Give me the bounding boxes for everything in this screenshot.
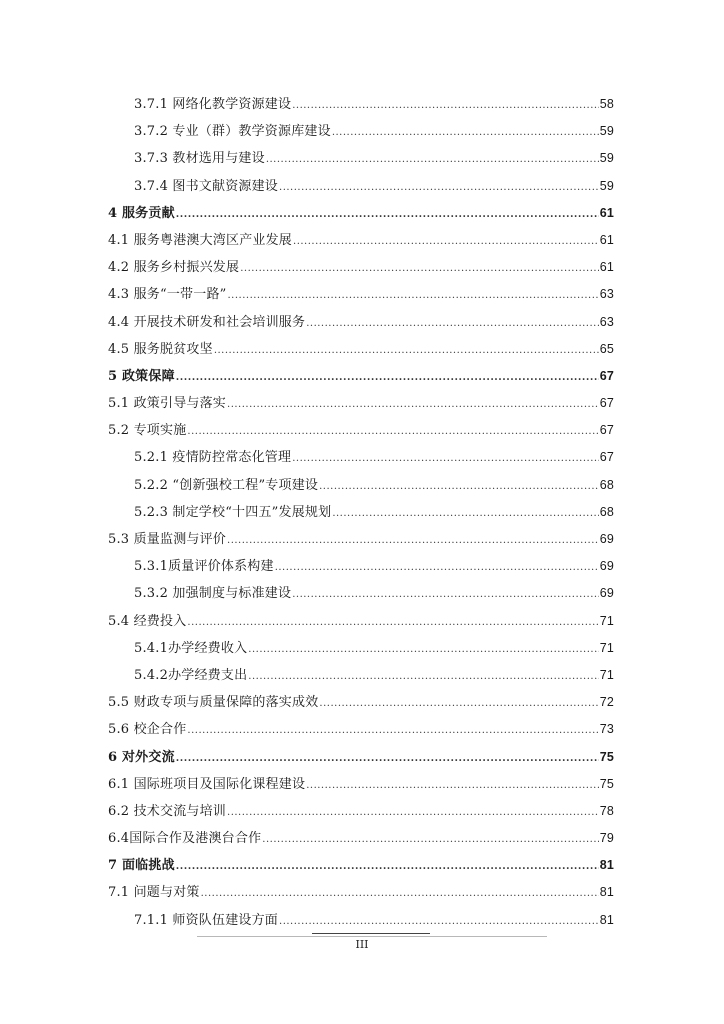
- toc-entry-title: 5.3.2 加强制度与标准建设: [134, 586, 292, 602]
- toc-entry[interactable]: [108, 417, 614, 444]
- toc-entry-page: 75: [599, 749, 614, 764]
- toc-entry-title: 5.4.2办学经费支出: [134, 667, 248, 683]
- footer-divider: [197, 936, 547, 937]
- toc-entry-page: 67: [599, 396, 614, 411]
- toc-entry-title: 6.1 国际班项目及国际化课程建设: [108, 776, 306, 792]
- toc-leader-dots: [176, 201, 599, 228]
- toc-entry[interactable]: [134, 118, 614, 145]
- toc-entry-page: 71: [599, 640, 614, 655]
- toc-entry[interactable]: [108, 390, 614, 417]
- toc-leader-dots: [248, 636, 598, 663]
- toc-leader-dots: [332, 500, 598, 527]
- toc-entry-page: 65: [599, 341, 614, 356]
- toc-leader-dots: [319, 690, 598, 717]
- toc-entry-title: 3.7.2 专业（群）教学资源库建设: [134, 124, 331, 140]
- toc-leader-dots: [228, 282, 599, 309]
- toc-leader-dots: [332, 119, 599, 146]
- footer-divider-accent: [312, 933, 430, 934]
- toc-chapter[interactable]: [108, 744, 614, 771]
- toc-entry-page: 59: [599, 124, 614, 139]
- toc-entry[interactable]: [108, 227, 614, 254]
- toc-leader-dots: [176, 745, 599, 772]
- toc-leader-dots: [292, 92, 598, 119]
- toc-entry[interactable]: [134, 91, 614, 118]
- toc-entry-title: 6 对外交流: [108, 749, 175, 765]
- toc-entry-page: 63: [599, 314, 614, 329]
- toc-entry-title: 7.1.1 师资队伍建设方面: [134, 912, 279, 928]
- toc-entry-title: 4.3 服务“一带一路”: [108, 287, 227, 303]
- toc-chapter[interactable]: [108, 200, 614, 227]
- toc-entry[interactable]: [108, 825, 614, 852]
- toc-entry-title: 5.2.2 “创新强校工程”专项建设: [134, 477, 319, 493]
- toc-entry-page: 63: [599, 287, 614, 302]
- toc-entry-title: 4.2 服务乡村振兴发展: [108, 260, 240, 276]
- toc-entry-page: 61: [599, 260, 614, 275]
- toc-leader-dots: [262, 826, 598, 853]
- toc-entry[interactable]: [108, 879, 614, 906]
- toc-entry-title: 3.7.3 教材选用与建设: [134, 151, 265, 167]
- toc-entry-page: 67: [599, 423, 614, 438]
- toc-entry-title: 4 服务贡献: [108, 205, 175, 221]
- toc-entry-title: 5 政策保障: [108, 368, 175, 384]
- toc-entry-title: 5.6 校企合作: [108, 722, 187, 738]
- toc-entry[interactable]: [108, 281, 614, 308]
- toc-entry-title: 5.1 政策引导与落实: [108, 396, 227, 412]
- toc-entry-title: 5.2.1 疫情防控常态化管理: [134, 450, 292, 466]
- toc-entry-title: 4.5 服务脱贫攻坚: [108, 341, 213, 357]
- toc-leader-dots: [214, 337, 599, 364]
- toc-leader-dots: [187, 418, 598, 445]
- toc-leader-dots: [240, 255, 598, 282]
- toc-entry[interactable]: [134, 580, 614, 607]
- toc-entry-page: 69: [599, 532, 614, 546]
- toc-entry-page: 68: [599, 504, 614, 519]
- toc-entry-page: 79: [599, 831, 614, 846]
- toc-entry[interactable]: [108, 689, 614, 716]
- toc-leader-dots: [306, 772, 598, 799]
- toc-entry-title: 5.2 专项实施: [108, 423, 187, 439]
- toc-entry[interactable]: [108, 309, 614, 336]
- toc-entry-title: 3.7.4 图书文献资源建设: [134, 178, 279, 194]
- toc-entry-page: 69: [599, 586, 614, 601]
- toc-leader-dots: [279, 908, 599, 935]
- toc-entry-page: 59: [599, 151, 614, 166]
- toc-entry[interactable]: [134, 553, 614, 580]
- toc-entry[interactable]: [108, 798, 614, 825]
- toc-entry[interactable]: [134, 472, 614, 499]
- toc-leader-dots: [306, 310, 598, 337]
- toc-entry[interactable]: [108, 771, 614, 798]
- toc-entry[interactable]: [108, 526, 614, 553]
- toc-leader-dots: [319, 473, 599, 500]
- toc-entry-title: 4.4 开展技术研发和社会培训服务: [108, 314, 306, 330]
- toc-entry-page: 59: [599, 178, 614, 193]
- toc-leader-dots: [201, 880, 599, 907]
- toc-entry-title: 3.7.1 网络化教学资源建设: [134, 97, 292, 112]
- toc-entry[interactable]: [108, 716, 614, 743]
- toc-entry[interactable]: [134, 499, 614, 526]
- toc-leader-dots: [292, 581, 598, 608]
- page-number: III: [355, 938, 369, 951]
- toc-chapter[interactable]: [108, 852, 614, 879]
- toc-leader-dots: [187, 717, 598, 744]
- toc-entry-title: 5.3.1质量评价体系构建: [134, 559, 274, 575]
- toc-entry-page: 81: [599, 858, 614, 873]
- toc-entry-title: 6.4国际合作及港澳台合作: [108, 831, 262, 847]
- toc-entry[interactable]: [108, 254, 614, 281]
- toc-entry-title: 7.1 问题与对策: [108, 885, 200, 901]
- toc-entry-page: 81: [599, 885, 614, 900]
- toc-entry-page: 61: [599, 205, 614, 220]
- toc-leader-dots: [176, 364, 599, 391]
- toc-leader-dots: [227, 799, 599, 826]
- toc-entry-page: 81: [599, 912, 614, 927]
- toc-entry[interactable]: [134, 145, 614, 172]
- toc-entry-page: 68: [599, 477, 614, 492]
- toc-entry-page: 61: [599, 232, 614, 247]
- toc-entry[interactable]: [108, 336, 614, 363]
- toc-entry-title: 4.1 服务粤港澳大湾区产业发展: [108, 232, 293, 248]
- toc-entry-page: 67: [599, 368, 614, 383]
- toc-entry[interactable]: [134, 444, 614, 471]
- toc-entry-title: 5.3 质量监测与评价: [108, 532, 227, 547]
- toc-leader-dots: [227, 527, 599, 554]
- toc-entry-page: 75: [599, 776, 614, 791]
- toc-chapter[interactable]: [108, 363, 614, 390]
- table-of-contents: [0, 91, 724, 934]
- toc-entry-title: 5.5 财政专项与质量保障的落实成效: [108, 695, 319, 711]
- toc-leader-dots: [279, 174, 599, 201]
- toc-entry-title: 5.2.3 制定学校“十四五”发展规划: [134, 504, 332, 520]
- toc-entry-page: 58: [599, 97, 614, 111]
- toc-entry-page: 71: [599, 667, 614, 682]
- toc-entry-title: 5.4 经费投入: [108, 613, 187, 629]
- toc-leader-dots: [266, 146, 599, 173]
- toc-leader-dots: [187, 609, 598, 636]
- toc-entry[interactable]: [108, 608, 614, 635]
- toc-leader-dots: [292, 445, 598, 472]
- toc-entry[interactable]: [134, 635, 614, 662]
- toc-entry-page: 67: [599, 450, 614, 465]
- toc-entry[interactable]: [134, 907, 614, 934]
- toc-entry[interactable]: [134, 173, 614, 200]
- toc-leader-dots: [176, 853, 599, 880]
- toc-entry-page: 72: [599, 695, 614, 710]
- toc-entry[interactable]: [134, 662, 614, 689]
- toc-entry-title: 7 面临挑战: [108, 858, 175, 874]
- toc-entry-title: 6.2 技术交流与培训: [108, 803, 227, 819]
- toc-leader-dots: [293, 228, 599, 255]
- toc-leader-dots: [275, 554, 599, 581]
- toc-entry-page: 71: [599, 613, 614, 628]
- toc-leader-dots: [227, 391, 599, 418]
- toc-entry-page: 78: [599, 803, 614, 818]
- toc-entry-page: 69: [599, 559, 614, 574]
- toc-leader-dots: [248, 663, 598, 690]
- toc-entry-page: 73: [599, 722, 614, 737]
- toc-entry-title: 5.4.1办学经费收入: [134, 640, 248, 656]
